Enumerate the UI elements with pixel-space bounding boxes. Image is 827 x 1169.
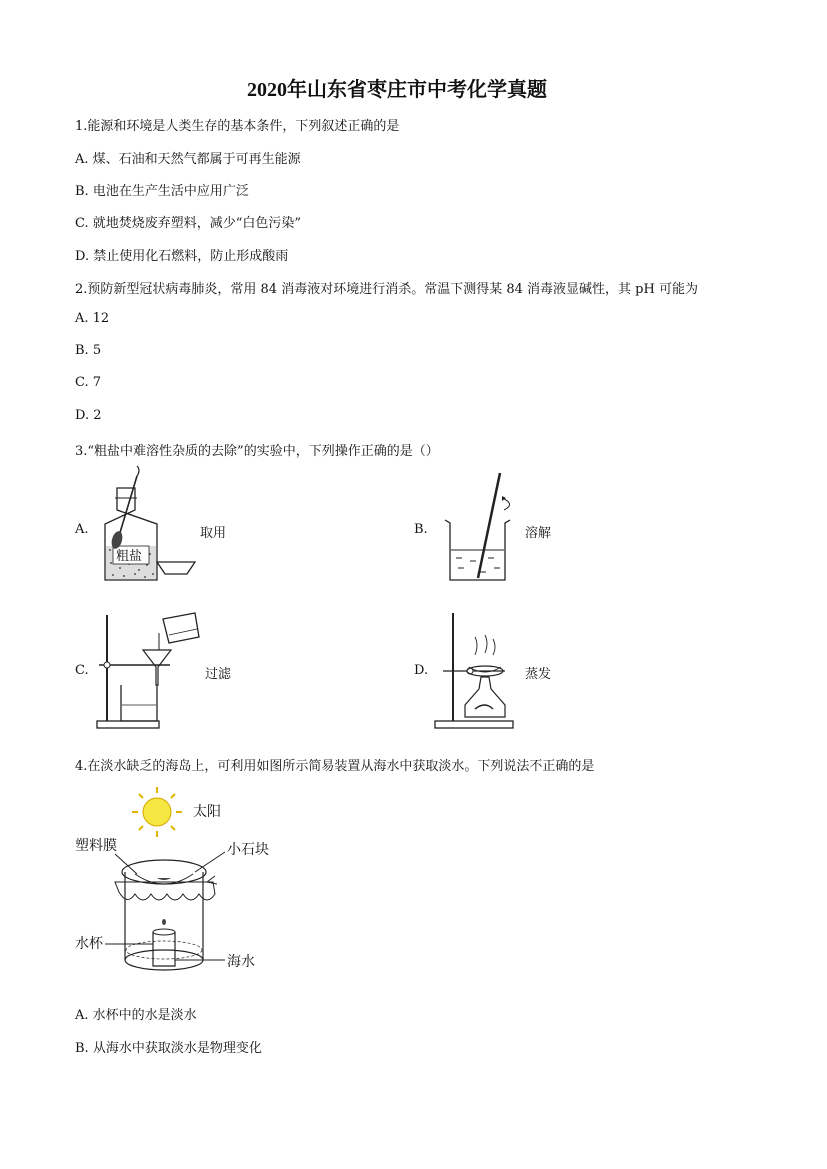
- question-1-stem: 1.能源和环境是人类生存的基本条件，下列叙述正确的是: [75, 119, 400, 134]
- q3-choice-a-letter: A.: [75, 522, 89, 537]
- cup-label: 水杯: [75, 936, 103, 952]
- q2-option-a: A. 12: [75, 311, 110, 326]
- question-4-stem: 4.在淡水缺乏的海岛上，可利用如图所示简易装置从海水中获取淡水。下列说法不正确的是: [75, 759, 595, 774]
- q3-choice-a-label: 取用: [200, 526, 227, 541]
- question-2-stem: 2.预防新型冠状病毒肺炎，常用 84 消毒液对环境进行消杀。常温下测得某 84 消毒液显碱性，其 pH 可能为: [75, 282, 698, 297]
- sun-label: 太阳: [193, 804, 221, 820]
- q2-option-b: B. 5: [75, 343, 102, 358]
- q2-option-d: D. 2: [75, 408, 102, 423]
- q3-choice-b-label: 溶解: [525, 526, 552, 541]
- salt-bottle-figure: [95, 468, 205, 588]
- q3-choice-c-label: 过滤: [205, 667, 232, 682]
- filtration-figure: [95, 605, 205, 730]
- salt-bottle-label: 粗盐: [116, 549, 143, 564]
- q3-choice-b-letter: B.: [414, 522, 428, 537]
- question-3-stem: 3.“粗盐中难溶性杂质的去除”的实验中，下列操作正确的是（）: [75, 444, 439, 459]
- evaporation-figure: [435, 605, 525, 730]
- q1-option-c: C. 就地焚烧废弃塑料，减少“白色污染”: [75, 216, 302, 231]
- beaker-stirring-figure: [440, 468, 530, 588]
- solar-still-figure: [75, 782, 295, 992]
- q4-option-a: A. 水杯中的水是淡水: [75, 1008, 197, 1023]
- q2-option-c: C. 7: [75, 375, 102, 390]
- q1-option-d: D. 禁止使用化石燃料，防止形成酸雨: [75, 249, 289, 264]
- q1-option-a: A. 煤、石油和天然气都属于可再生能源: [75, 152, 301, 167]
- q3-choice-c-letter: C.: [75, 663, 89, 678]
- q3-choice-d-label: 蒸发: [525, 667, 552, 682]
- stone-label: 小石块: [227, 842, 269, 858]
- page-title: 2020年山东省枣庄市中考化学真题: [247, 79, 547, 101]
- q4-option-b: B. 从海水中获取淡水是物理变化: [75, 1041, 262, 1056]
- q3-choice-d-letter: D.: [414, 663, 429, 678]
- film-label: 塑料膜: [75, 838, 117, 854]
- sea-label: 海水: [227, 954, 255, 970]
- q1-option-b: B. 电池在生产生活中应用广泛: [75, 184, 249, 199]
